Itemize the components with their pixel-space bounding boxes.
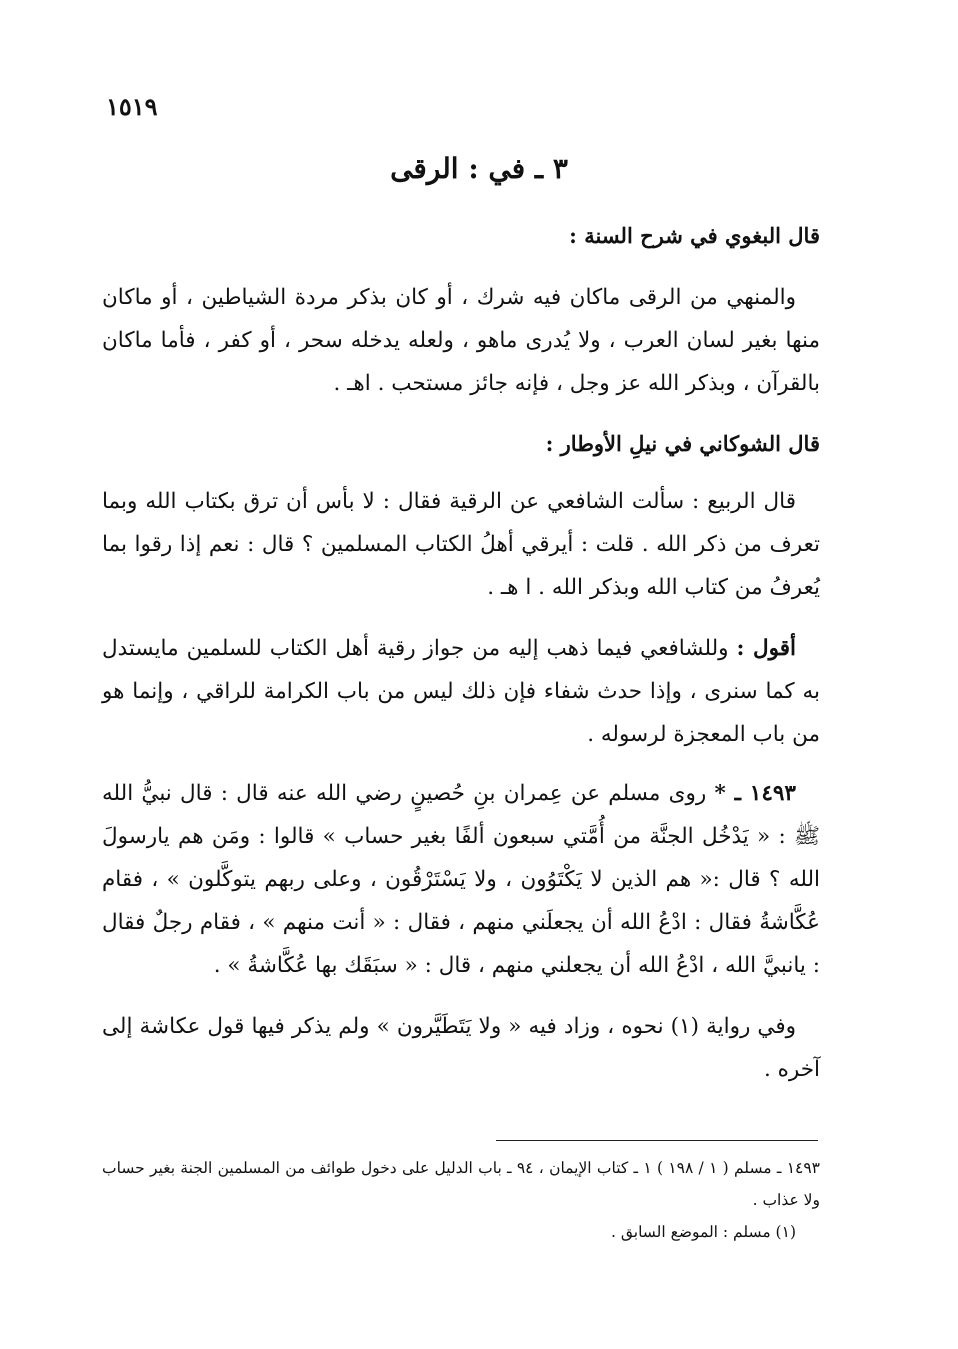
riwaya-paragraph	[102, 1005, 820, 1091]
hadith-number: ١٤٩٣ ـ *	[714, 781, 796, 806]
shawkani-text: قال الربيع : سألت الشافعي عن الرقية فقال : لا بأس أن ترق بكتاب الله وبما تعرف من ذكر الله . قلت : أيرقي أهلُ الكتاب المسلمين ؟ قال : نعم إذا رقوا بما يُعرفُ من كتاب الله وبذكر الله . ا هـ .	[102, 489, 820, 600]
footnotes	[102, 1152, 820, 1248]
shawkani-heading: قال الشوكاني في نيلِ الأوطار :	[545, 431, 820, 456]
aqoul-paragraph	[102, 627, 820, 756]
footnote-2: (١) مسلم : الموضع السابق .	[610, 1223, 796, 1241]
aqoul-label: أقول :	[736, 636, 796, 661]
riwaya-text: وفي رواية (١) نحوه ، وزاد فيه « ولا يَتَطَيَّرون » ولم يذكر فيها قول عكاشة إلى آخره .	[102, 1014, 820, 1082]
baghawi-heading: قال البغوي في شرح السنة :	[569, 223, 820, 248]
baghawi-text: والمنهي من الرقى ماكان فيه شرك ، أو كان بذكر مردة الشياطين ، أو ماكان منها بغير لسان العرب ، ولا يُدرى ماهو ، ولعله يدخله سحر ، أو كفر ، فأما ماكان بالقرآن ، وبذكر الله عز وجل ، فإنه جائز مستحب . اهـ .	[102, 285, 820, 396]
chapter-title: ٣ ـ في : الرقى	[390, 152, 568, 185]
footnote-divider	[496, 1140, 818, 1141]
page-number: ١٥١٩	[106, 92, 158, 121]
hadith-paragraph	[102, 772, 820, 987]
footnote-1: ١٤٩٣ ـ مسلم ( ١ / ١٩٨ ) ١ ـ كتاب الإيمان ، ٩٤ ـ باب الدليل على دخول طوائف من المسلمين الجنة بغير حساب ولا عذاب .	[102, 1159, 820, 1209]
aqoul-text: وللشافعي فيما ذهب إليه من جواز رقية أهل الكتاب للسلمين مايستدل به كما سنرى ، وإذا حدث شفاء فإن ذلك ليس من باب الكرامة للراقي ، وإنما هو من باب المعجزة لرسوله .	[102, 636, 820, 747]
hadith-text: روى مسلم عن عِمران بنِ حُصينٍ رضي الله عنه قال : قال نبيُّ الله ﷺ : « يَدْخُل الجنَّة من أُمَّتي سبعون ألفًا بغير حساب » قالوا : ومَن هم يارسولَ الله ؟ قال :« هم الذين لا يَكْتَوُون ، ولا يَسْتَرْقُون ، وعلى ربهم يتوكَّلون » ، فقام عُكَّاشةُ فقال : ادْعُ الله أن يجعلَني منهم ، فقال : « أنت منهم » ، فقام رجلٌ فقال : يانبيَّ الله ، ادْعُ الله أن يجعلني منهم ، قال : « سبَقَك بها عُكَّاشةُ » .	[102, 781, 820, 978]
baghawi-paragraph	[102, 276, 820, 405]
shawkani-paragraph	[102, 480, 820, 609]
